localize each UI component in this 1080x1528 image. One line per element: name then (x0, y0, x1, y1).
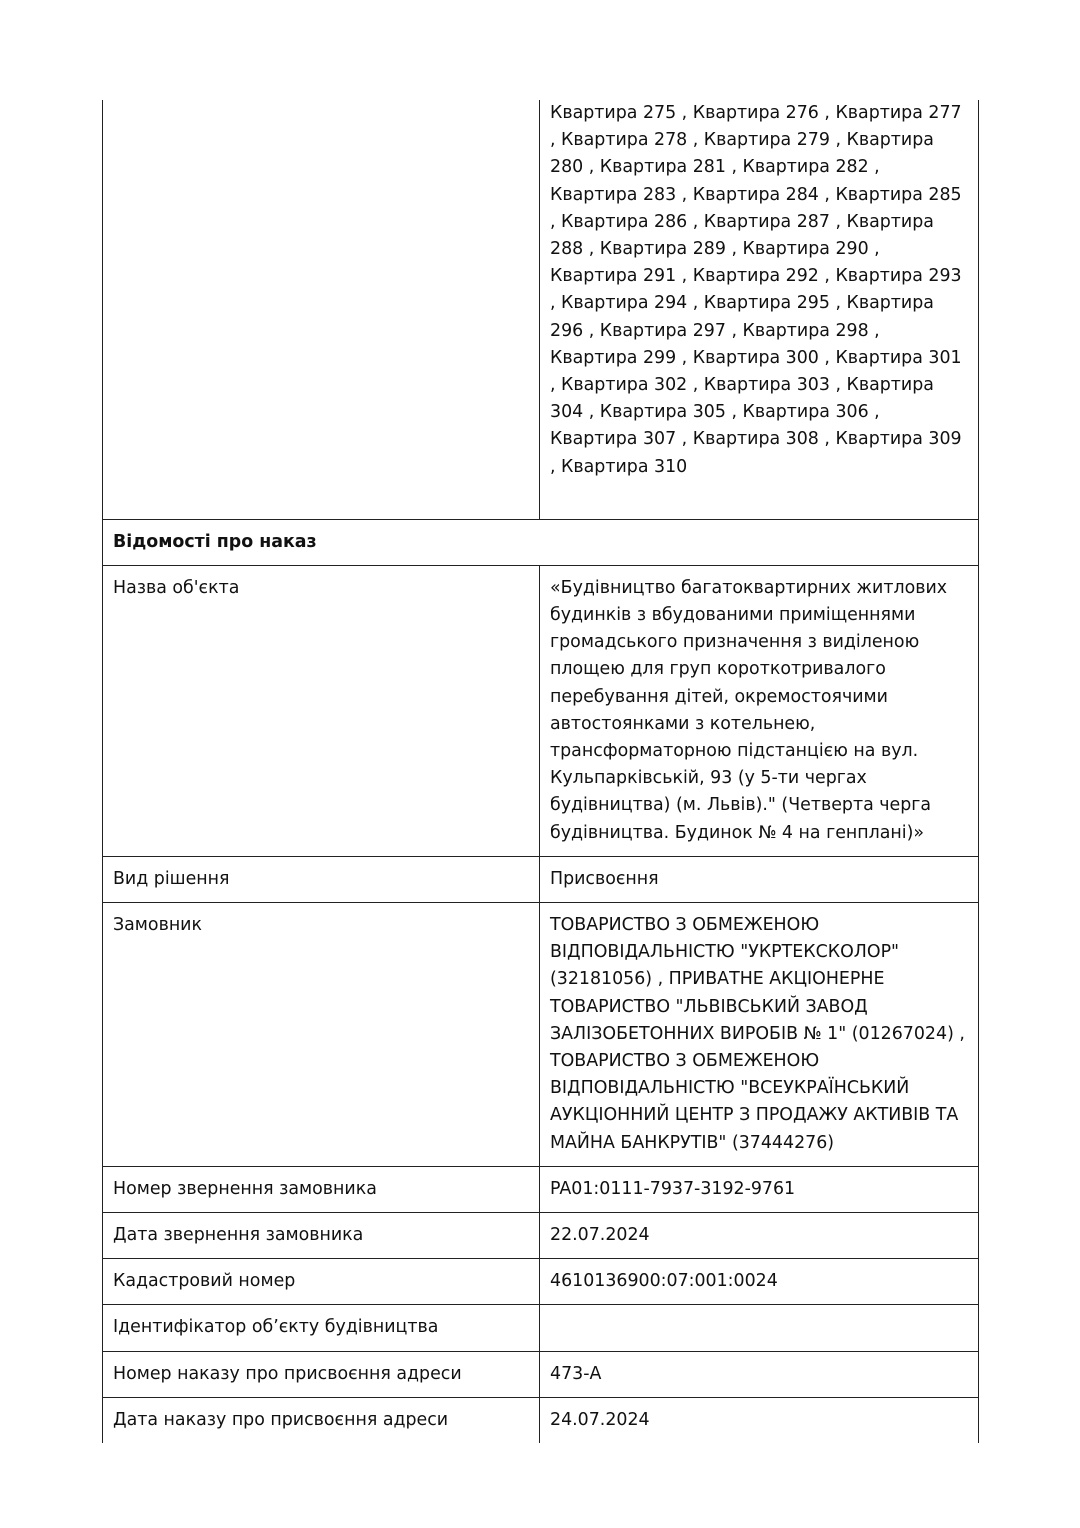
apartments-label-cell (103, 100, 540, 519)
apartments-value-cell (540, 100, 979, 519)
row-value: ТОВАРИСТВО З ОБМЕЖЕНОЮ ВІДПОВІДАЛЬНІСТЮ "УКРТЕКСКОЛОР" (32181056) , ПРИВАТНЕ АКЦІОНЕРНЕ ТОВАРИСТВО "ЛЬВІВСЬКИЙ ЗАВОД ЗАЛІЗОБЕТОННИХ ВИРОБІВ № 1" (01267024) , ТОВАРИСТВО З ОБМЕЖЕНОЮ ВІДПОВІДАЛЬНІСТЮ "ВСЕУКРАЇНСЬКИЙ АУКЦІОННИЙ ЦЕНТР З ПРОДАЖУ АКТИВІВ ТА МАЙНА БАНКРУТІВ" (37444276) (540, 902, 979, 1166)
row-value: «Будівництво багатоквартирних житлових будинків з вбудованими приміщеннями громадського призначення з виділеною площею для груп короткотривалого перебування дітей, окремостоячими автостоянками з котельнею, трансформаторною підстанцією на вул. Кульпарківській, 93 (у 5-ти чергах будівництва) (м. Львів)." (Четверта черга будівництва. Будинок № 4 на генплані)» (540, 565, 979, 856)
row-value: 4610136900:07:001:0024 (540, 1259, 979, 1305)
row-label: Вид рішення (103, 856, 540, 902)
row-label: Номер наказу про присвоєння адреси (103, 1351, 540, 1397)
row-value: Присвоєння (540, 856, 979, 902)
row-value: 473-А (540, 1351, 979, 1397)
row-label: Номер звернення замовника (103, 1166, 540, 1212)
row-value: PA01:0111-7937-3192-9761 (540, 1166, 979, 1212)
apartments-row (103, 100, 979, 519)
row-label: Назва об'єкта (103, 565, 540, 856)
row-value: 22.07.2024 (540, 1212, 979, 1258)
section-title: Відомості про наказ (103, 519, 979, 565)
row-label: Кадастровий номер (103, 1259, 540, 1305)
table-row (103, 1305, 979, 1351)
section-header-row (103, 519, 979, 565)
row-label: Дата звернення замовника (103, 1212, 540, 1258)
apartments-list: Квартира 275 , Квартира 276 , Квартира 277 , Квартира 278 , Квартира 279 , Квартира 280 , Квартира 281 , Квартира 282 , Квартира 283 , Квартира 284 , Квартира 285 , Квартира 286 , Квартира 287 , Квартира 288 , Квартира 289 , Квартира 290 , Квартира 291 , Квартира 292 , Квартира 293 , Квартира 294 , Квартира 295 , Квартира 296 , Квартира 297 , Квартира 298 , Квартира 299 , Квартира 300 , Квартира 301 , Квартира 302 , Квартира 303 , Квартира 304 , Квартира 305 , Квартира 306 , Квартира 307 , Квартира 308 , Квартира 309 , Квартира 310 (550, 103, 962, 477)
table-row (103, 902, 979, 1166)
table-row (103, 856, 979, 902)
table-row (103, 1212, 979, 1258)
table-row (103, 565, 979, 856)
order-details-table (102, 100, 979, 1443)
row-value (540, 1305, 979, 1351)
table-row (103, 1166, 979, 1212)
table-row (103, 1397, 979, 1443)
row-label: Замовник (103, 902, 540, 1166)
table-row (103, 1351, 979, 1397)
row-label: Ідентифікатор об’єкту будівництва (103, 1305, 540, 1351)
row-label: Дата наказу про присвоєння адреси (103, 1397, 540, 1443)
row-value: 24.07.2024 (540, 1397, 979, 1443)
table-row (103, 1259, 979, 1305)
